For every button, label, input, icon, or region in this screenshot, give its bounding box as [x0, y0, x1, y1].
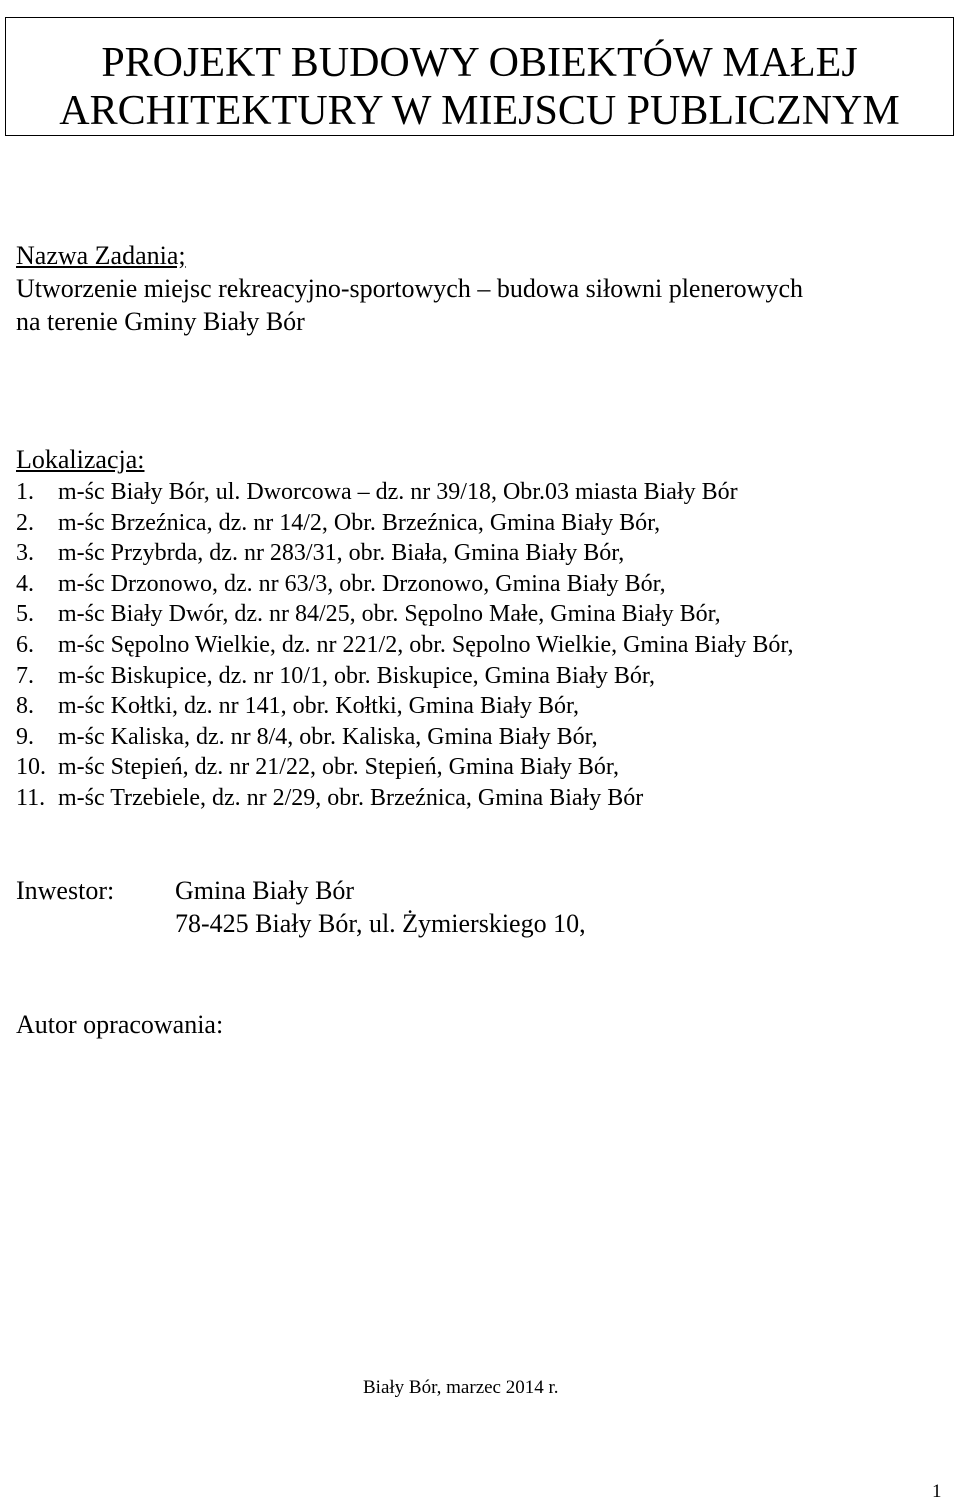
location-item-number: 6. [16, 631, 34, 658]
task-description-line-1: Utworzenie miejsc rekreacyjno-sportowych – budowa siłowni plenerowych [16, 274, 803, 303]
investor-address: 78-425 Biały Bór, ul. Żymierskiego 10, [175, 909, 586, 938]
location-item [16, 508, 793, 539]
location-item [16, 477, 793, 508]
location-item-number: 3. [16, 540, 34, 567]
author-label: Autor opracowania: [16, 1010, 224, 1039]
task-description-line-2: na terenie Gminy Biały Bór [16, 307, 305, 336]
location-item [16, 630, 793, 661]
location-item-text: m-śc Trzebiele, dz. nr 2/29, obr. Brzeźnica, Gmina Biały Bór [58, 784, 644, 811]
location-item-number: 4. [16, 570, 34, 597]
location-item [16, 783, 793, 814]
location-item-text: m-śc Brzeźnica, dz. nr 14/2, Obr. Brzeźnica, Gmina Biały Bór, [58, 509, 661, 536]
location-item-text: m-śc Kaliska, dz. nr 8/4, obr. Kaliska, Gmina Biały Bór, [58, 723, 598, 750]
location-item-number: 1. [16, 479, 34, 505]
page-number: 1 [932, 1481, 942, 1502]
location-item-text: m-śc Stepień, dz. nr 21/22, obr. Stepień, Gmina Biały Bór, [58, 754, 619, 781]
title-box [5, 17, 954, 136]
location-item [16, 569, 793, 600]
place-date: Biały Bór, marzec 2014 r. [363, 1377, 559, 1398]
location-item-number: 10. [16, 754, 46, 781]
task-heading: Nazwa Zadania; [16, 241, 186, 270]
location-item-text: m-śc Sępolno Wielkie, dz. nr 221/2, obr. Sępolno Wielkie, Gmina Biały Bór, [58, 631, 794, 658]
location-item [16, 661, 793, 692]
location-item [16, 538, 793, 569]
location-item-number: 9. [16, 723, 34, 750]
location-item-number: 5. [16, 601, 34, 628]
location-list [16, 477, 793, 814]
location-item-text: m-śc Przybrda, dz. nr 283/31, obr. Biała, Gmina Biały Bór, [58, 540, 625, 567]
location-item-number: 7. [16, 662, 34, 689]
location-item-text: m-śc Biskupice, dz. nr 10/1, obr. Biskupice, Gmina Biały Bór, [58, 662, 655, 689]
location-item-text: m-śc Kołtki, dz. nr 141, obr. Kołtki, Gmina Biały Bór, [58, 693, 579, 720]
location-item-number: 11. [16, 784, 46, 811]
investor-label: Inwestor: [16, 876, 115, 905]
location-heading: Lokalizacja: [16, 445, 145, 474]
title-line-1: PROJEKT BUDOWY OBIEKTÓW MAŁEJ [101, 40, 858, 86]
location-item [16, 752, 793, 783]
title-line-2: ARCHITEKTURY W MIEJSCU PUBLICZNYM [59, 88, 900, 134]
location-item [16, 691, 793, 722]
location-item-text: m-śc Biały Dwór, dz. nr 84/25, obr. Sępolno Małe, Gmina Biały Bór, [58, 601, 721, 628]
investor-name: Gmina Biały Bór [175, 876, 355, 905]
location-item [16, 722, 793, 753]
location-item-text: m-śc Drzonowo, dz. nr 63/3, obr. Drzonowo, Gmina Biały Bór, [58, 570, 666, 597]
location-item-number: 2. [16, 509, 34, 536]
location-item-text: m-śc Biały Bór, ul. Dworcowa – dz. nr 39/18, Obr.03 miasta Biały Bór [58, 479, 738, 505]
location-item [16, 599, 793, 630]
location-item-number: 8. [16, 693, 34, 720]
